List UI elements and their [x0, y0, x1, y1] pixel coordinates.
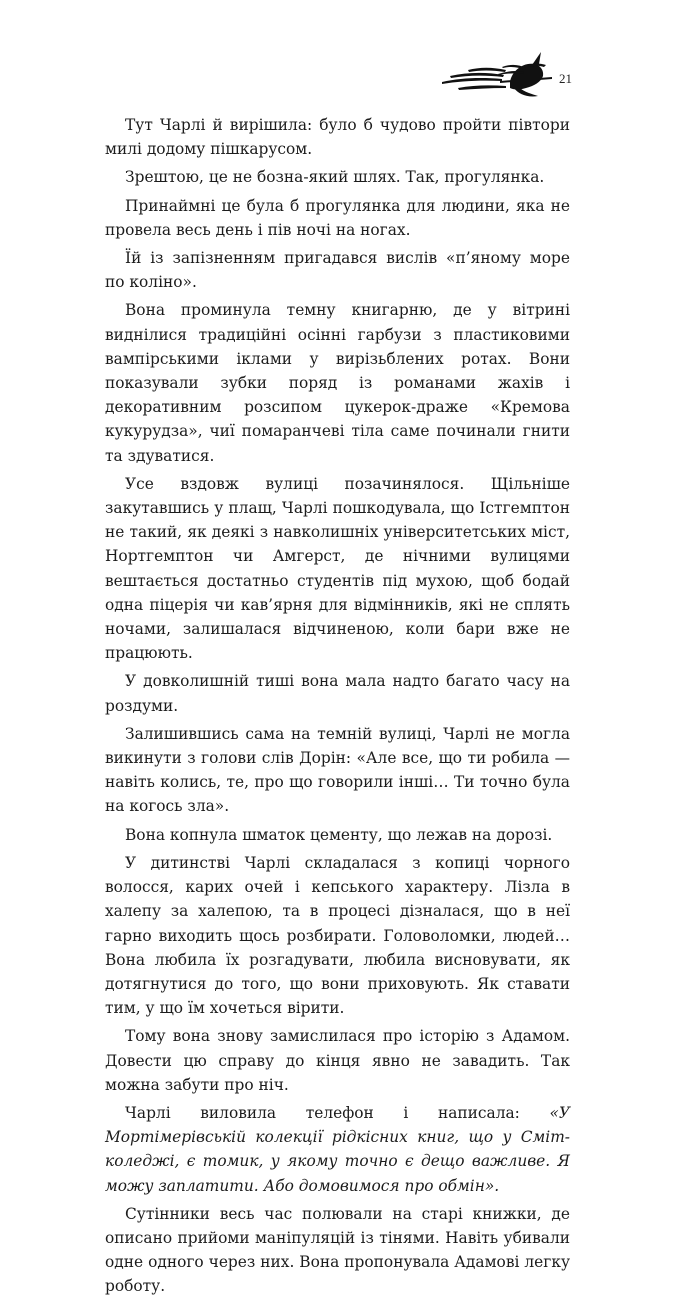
paragraph-lead-text: Чарлі виловила телефон і написала: [125, 1103, 550, 1122]
paragraph: Тут Чарлі й вирішила: було б чудово пройти півтори милі додому пішкарусом. [105, 116, 570, 159]
paragraph-with-message [105, 1101, 570, 1198]
paragraph: Вона проминула темну книгарню, де у вітрині виднілися традиційні осінні гарбузи з пластиковими вампірськими іклами у вирізьблених ротах. Вони показували зубки поряд із романами жахів і декоративним розсипом цукерок-драже «Кремова кукурудза», чиї помаранчеві тіла саме починали гнити та здуватися. [105, 301, 570, 465]
paragraph: Усе вздовж вулиці позачинялося. Щільніше закутавшись у плащ, Чарлі пошкодувала, що Істгемптон не такий, як деякі з навколишніх університетських міст, Нортгемптон чи Амгерст, де нічними вулицями вештається достатньо студентів під мухою, щоб бодай одна піцерія чи кав’ярня для відмінників, які не сплять ночами, залишалася відчиненою, коли бари вже не працюють. [105, 474, 570, 663]
paragraph: Принаймні це була б прогулянка для людини, яка не провела весь день і пів ночі на ногах. [105, 196, 570, 239]
text-message: «У Мортімерівській колекції рідкісних книг, що у Сміт-коледжі, є томик, у якому точно є дещо важливе. Я можу заплатити. Або домовимося про обмін». [105, 1103, 570, 1195]
paragraph: Вона копнула шматок цементу, що лежав на дорозі. [125, 825, 553, 844]
paragraph: Тому вона знову замислилася про історію з Адамом. Довести цю справу до кінця явно не завадить. Так можна забути про ніч. [105, 1027, 570, 1094]
page-number: 21 [559, 71, 572, 86]
chapter-text [105, 113, 570, 1303]
paragraph: У довколишній тиші вона мала надто багато часу на роздуми. [105, 672, 570, 715]
paragraph: У дитинстві Чарлі складалася з копиці чорного волосся, карих очей і кепського характеру. Лізла в халепу за халепою, та в процесі дізналася, що в неї гарно виходить щось розбирати. Головоломки, людей… Вона любила їх розгадувати, любила висновувати, як дотягнутися до того, що вони приховують. Як ставати тим, у що їм хочеться вірити. [105, 853, 570, 1018]
paragraph: Залишившись сама на темній вулиці, Чарлі не могла викинути з голови слів Дорін: «Але все, що ти робила — навіть колись, те, про що говорили інші… Ти точно була на когось зла». [105, 724, 570, 816]
paragraph: Їй із запізненням пригадався вислів «п’яному море по коліно». [105, 249, 570, 292]
paragraph: Сутінники весь час полювали на старі книжки, де описано прийоми маніпуляцій із тінями. Навіть убивали одне одного через них. Вона пропонувала Адамові легку роботу. [105, 1204, 570, 1296]
paragraph: Зрештою, це не бозна-який шлях. Так, прогулянка. [125, 168, 545, 187]
